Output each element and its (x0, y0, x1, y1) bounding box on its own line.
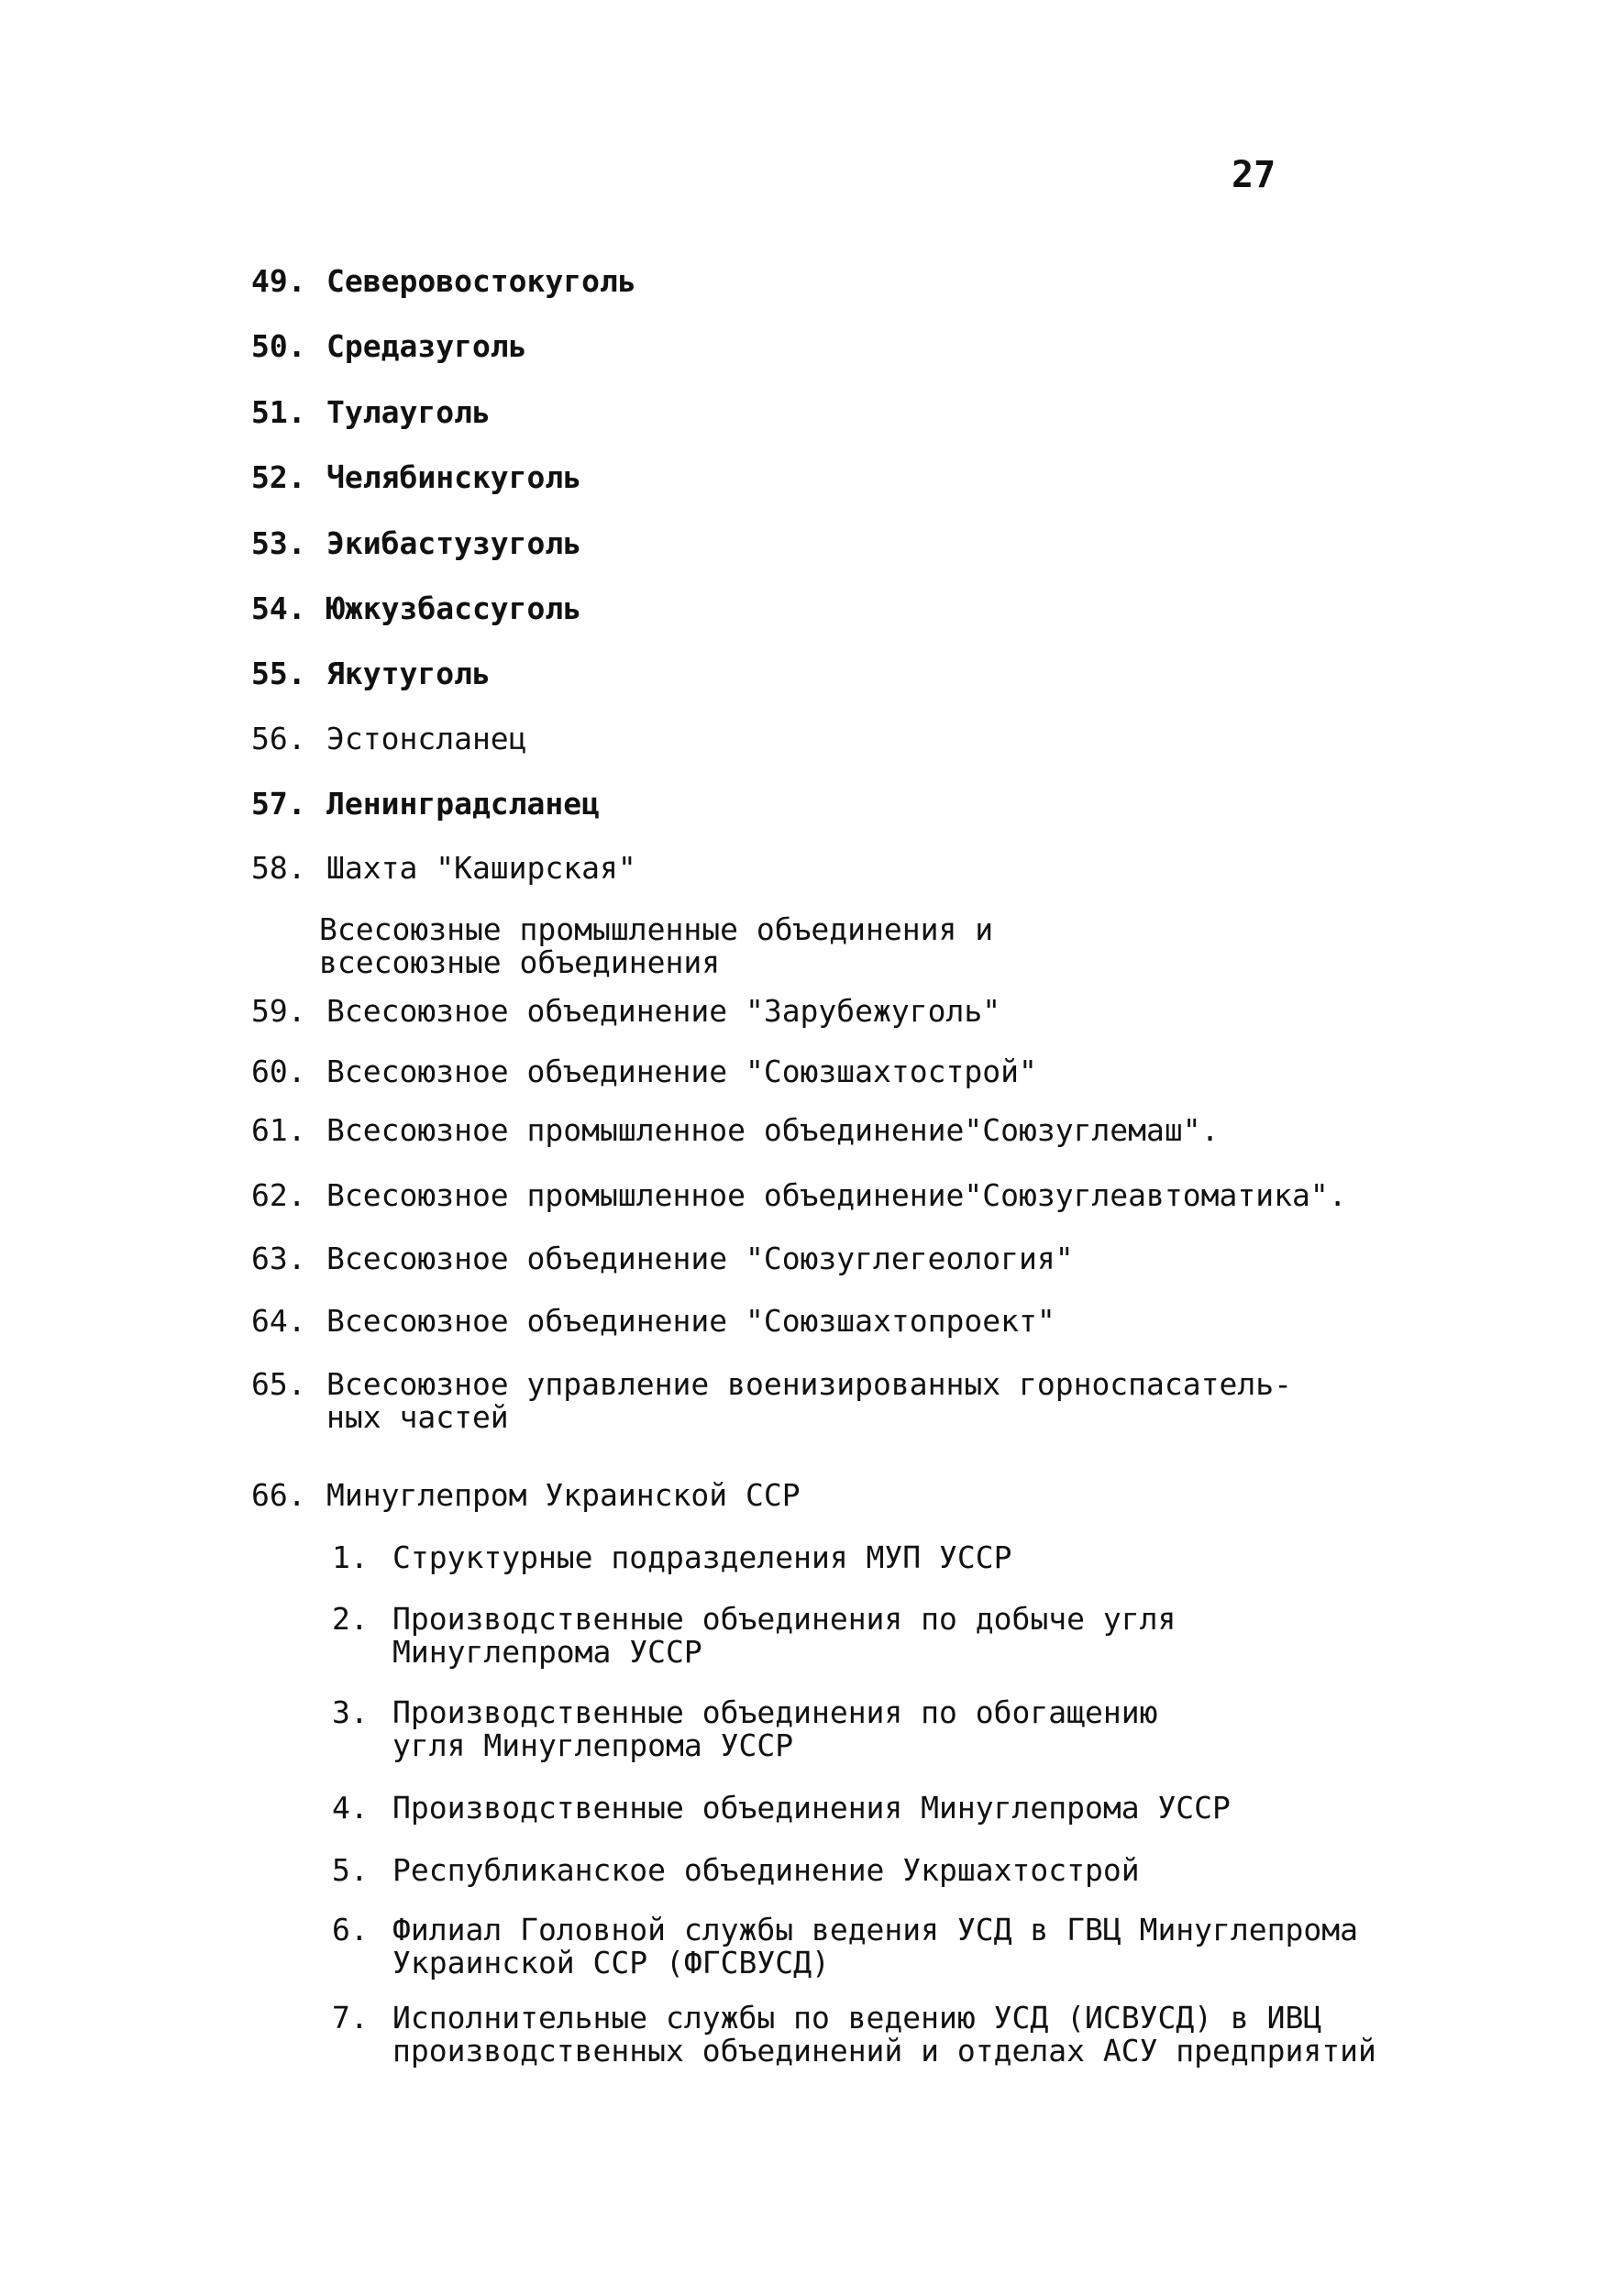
list-item (251, 1054, 1037, 1090)
item-text: Ленинградсланец (326, 786, 601, 822)
section-heading-line: всесоюзные объединения (319, 944, 721, 980)
sub-item-text: Производственные объединения по обогащению (392, 1694, 1158, 1730)
list-item (251, 1241, 1074, 1277)
item-number: 58. (251, 850, 306, 886)
list-item (251, 459, 581, 496)
sub-list-item (332, 1852, 1140, 1889)
item-text: Всесоюзное объединение "Союзшахтострой" (326, 1054, 1037, 1089)
item-number: 59. (251, 993, 306, 1029)
sub-item-text: Исполнительные службы по ведению УСД (ИСВУСД) в ИВЦ (392, 2000, 1322, 2036)
sub-item-text: Производственные объединения Минуглепрома УССР (392, 1790, 1231, 1826)
item-text: Всесоюзное промышленное объединение"Союзуглеавтоматика". (326, 1177, 1347, 1213)
item-number: 50. (251, 328, 306, 364)
item-text: Тулауголь (326, 394, 491, 430)
item-text: Минуглепром Украинской ССР (326, 1477, 801, 1513)
item-number: 51. (251, 394, 306, 430)
list-item (251, 263, 636, 300)
list-item (251, 1477, 801, 1514)
item-number: 64. (251, 1303, 306, 1339)
sub-item-text: Филиал Головной службы ведения УСД в ГВЦ Минуглепрома (392, 1912, 1358, 1947)
item-text: Всесоюзное промышленное объединение"Союзуглемаш". (326, 1112, 1220, 1148)
sub-item-text-continuation: Минуглепрома УССР (392, 1634, 702, 1670)
list-item (251, 721, 527, 757)
list-item (251, 993, 1000, 1030)
item-number: 56. (251, 721, 306, 756)
list-item (251, 1177, 1347, 1214)
sub-item-number: 6. (332, 1912, 369, 1947)
sub-item-text: Структурные подразделения МУП УССР (392, 1539, 1012, 1575)
item-text: Всесоюзное объединение "Союзуглегеология" (326, 1241, 1074, 1276)
sub-item-number: 5. (332, 1852, 369, 1888)
list-item (251, 1303, 1055, 1340)
list-item (251, 328, 527, 365)
item-number: 62. (251, 1177, 306, 1213)
item-number: 53. (251, 525, 306, 561)
list-item (251, 590, 581, 627)
item-number: 63. (251, 1241, 306, 1276)
sub-item-number: 2. (332, 1601, 369, 1637)
item-number: 57. (251, 786, 306, 822)
item-number: 66. (251, 1477, 306, 1513)
item-number: 52. (251, 459, 306, 495)
item-text: Средазуголь (326, 328, 527, 364)
sub-list-item (332, 1539, 1012, 1576)
sub-item-number: 1. (332, 1539, 369, 1575)
sub-item-text-continuation: угля Минуглепрома УССР (392, 1727, 794, 1763)
item-text: Всесоюзное объединение "Зарубежуголь" (326, 993, 1001, 1029)
list-item (251, 1112, 1220, 1149)
section-heading-line: Всесоюзные промышленные объединения и (319, 911, 994, 947)
item-number: 65. (251, 1366, 306, 1402)
item-text: Северовостокуголь (326, 263, 636, 299)
item-number: 61. (251, 1112, 306, 1148)
sub-item-text-continuation: производственных объединений и отделах АСУ предприятий (392, 2033, 1376, 2069)
item-number: 54. (251, 590, 306, 626)
sub-list-item (332, 1603, 1176, 1669)
item-text: Экибастузуголь (326, 525, 582, 561)
sub-list-item (332, 1696, 1157, 1762)
list-item (251, 394, 491, 431)
item-text: Всесоюзное объединение "Союзшахтопроект" (326, 1303, 1055, 1339)
list-item (251, 1368, 1292, 1434)
item-text: Шахта "Каширская" (326, 850, 636, 886)
sub-item-number: 4. (332, 1790, 369, 1826)
item-text: Южкузбассуголь (326, 590, 582, 626)
sub-list-item (332, 1914, 1358, 1980)
item-text: Челябинскуголь (326, 459, 582, 495)
item-number: 60. (251, 1054, 306, 1089)
sub-item-text: Республиканское объединение Укршахтострой (392, 1852, 1140, 1888)
sub-list-item (332, 2002, 1376, 2068)
sub-item-number: 3. (332, 1694, 369, 1730)
sub-item-number: 7. (332, 2000, 369, 2036)
list-item (251, 656, 491, 692)
item-text-continuation: ных частей (326, 1399, 509, 1435)
sub-list-item (332, 1790, 1231, 1826)
item-number: 49. (251, 263, 306, 299)
list-item (251, 525, 581, 562)
page-number: 27 (1232, 154, 1276, 196)
list-item (251, 850, 636, 887)
item-number: 55. (251, 656, 306, 691)
section-heading (319, 913, 993, 979)
item-text: Эстонсланец (326, 721, 527, 756)
item-text: Всесоюзное управление военизированных горноспасатель- (326, 1366, 1292, 1402)
item-text: Якутуголь (326, 656, 491, 691)
sub-item-text: Производственные объединения по добыче угля (392, 1601, 1177, 1637)
list-item (251, 786, 600, 822)
sub-item-text-continuation: Украинской ССР (ФГСВУСД) (392, 1945, 830, 1981)
